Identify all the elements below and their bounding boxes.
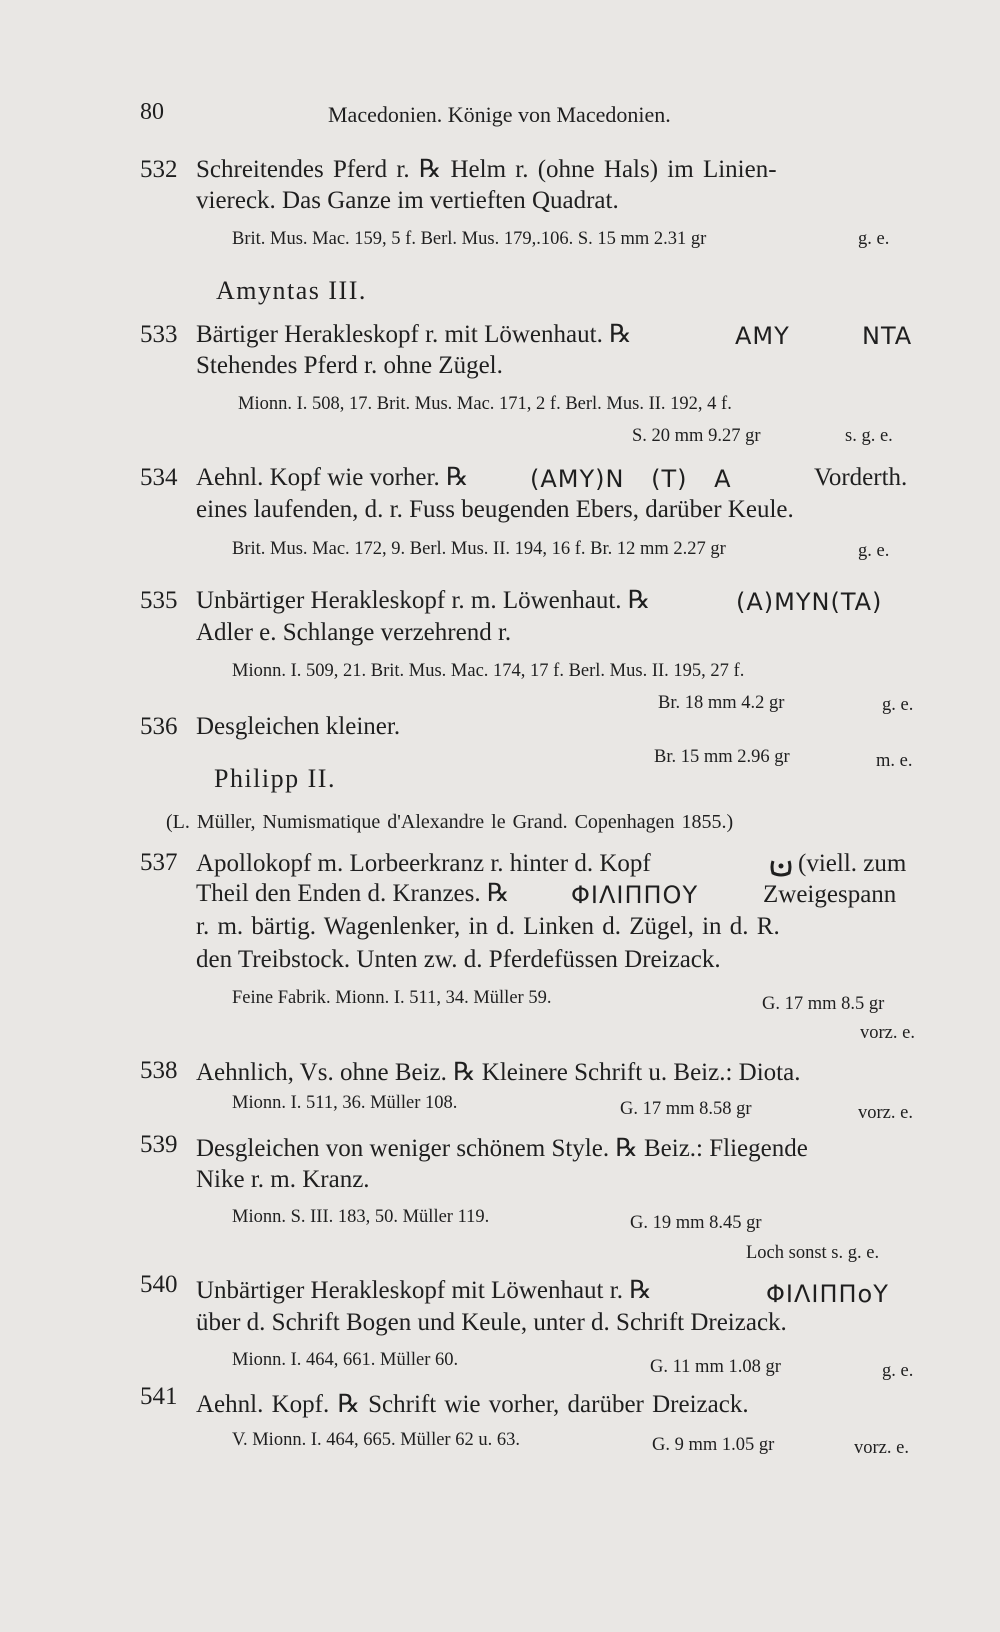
entry-539-line1: Desgleichen von weniger schönem Style. ℞ Beiz.: Fliegende bbox=[196, 1135, 808, 1162]
entry-number-533: 533 bbox=[140, 321, 178, 348]
ruler-heading-amyntas: Amyntas III. bbox=[216, 276, 367, 305]
entry-539-line2: Nike r. m. Kranz. bbox=[196, 1166, 370, 1193]
entry-535-measure: Br. 18 mm 4.2 gr bbox=[658, 693, 785, 713]
entry-538-line1: Aehnlich, Vs. ohne Beiz. ℞ Kleinere Schrift u. Beiz.: Diota. bbox=[196, 1059, 801, 1086]
page-number: 80 bbox=[140, 99, 164, 125]
legend-nta: NTA bbox=[862, 322, 913, 350]
entry-541-reference: V. Mionn. I. 464, 665. Müller 62 u. 63. bbox=[232, 1430, 520, 1450]
entry-533-line2: Stehendes Pferd r. ohne Zügel. bbox=[196, 352, 503, 379]
entry-537-line2: Theil den Enden d. Kranzes. ℞ bbox=[196, 880, 510, 907]
legend-amy: AMY bbox=[735, 322, 790, 350]
monogram-icon bbox=[770, 857, 792, 877]
entry-532-grade: g. e. bbox=[858, 229, 890, 249]
entry-539-measure: G. 19 mm 8.45 gr bbox=[630, 1213, 762, 1233]
entry-533-grade: s. g. e. bbox=[845, 426, 893, 446]
entry-537-line1-end: (viell. zum bbox=[798, 850, 907, 877]
entry-535-reference: Mionn. I. 509, 21. Brit. Mus. Mac. 174, 17 f. Berl. Mus. II. 195, 27 f. bbox=[232, 661, 745, 681]
entry-537-line1: Apollokopf m. Lorbeerkranz r. hinter d. Kopf bbox=[196, 850, 651, 877]
entry-533-measure: S. 20 mm 9.27 gr bbox=[632, 426, 761, 446]
entry-536-grade: m. e. bbox=[876, 751, 913, 771]
entry-537-grade: vorz. e. bbox=[860, 1023, 915, 1043]
entry-539-grade: Loch sonst s. g. e. bbox=[746, 1243, 880, 1263]
entry-537-line4: den Treibstock. Unten zw. d. Pferdefüssen Dreizack. bbox=[196, 946, 721, 973]
entry-536-measure: Br. 15 mm 2.96 gr bbox=[654, 747, 790, 767]
entry-540-grade: g. e. bbox=[882, 1361, 914, 1381]
entry-number-534: 534 bbox=[140, 464, 178, 491]
running-title: Macedonien. Könige von Macedonien. bbox=[328, 102, 671, 127]
entry-number-532: 532 bbox=[140, 156, 178, 183]
entry-534-grade: g. e. bbox=[858, 541, 890, 561]
entry-535-grade: g. e. bbox=[882, 695, 914, 715]
legend-philippou-2: ΦΙΛΙΠΠοΥ bbox=[766, 1280, 889, 1308]
entry-number-538: 538 bbox=[140, 1057, 178, 1084]
entry-532-line1: Schreitendes Pferd r. ℞ Helm r. (ohne Hals) im Linien- bbox=[196, 156, 777, 183]
entry-534-line1-end: Vorderth. bbox=[814, 464, 908, 491]
entry-540-line1: Unbärtiger Herakleskopf mit Löwenhaut r. ℞ bbox=[196, 1277, 652, 1304]
entry-540-line2: über d. Schrift Bogen und Keule, unter d. Schrift Dreizack. bbox=[196, 1309, 787, 1336]
entry-535-line1: Unbärtiger Herakleskopf r. m. Löwenhaut. ℞ bbox=[196, 587, 651, 614]
entry-532-line2: viereck. Das Ganze im vertieften Quadrat. bbox=[196, 187, 619, 214]
entry-537-reference: Feine Fabrik. Mionn. I. 511, 34. Müller 59. bbox=[232, 988, 552, 1008]
entry-538-grade: vorz. e. bbox=[858, 1103, 913, 1123]
entry-538-measure: G. 17 mm 8.58 gr bbox=[620, 1099, 752, 1119]
legend-amynta-2: (A)MYN(TA) bbox=[736, 588, 883, 616]
legend-philippou: ΦΙΛΙΠΠΟΥ bbox=[571, 881, 699, 909]
entry-532-reference: Brit. Mus. Mac. 159, 5 f. Berl. Mus. 179,.106. S. 15 mm 2.31 gr bbox=[232, 229, 707, 249]
ruler-heading-philipp: Philipp II. bbox=[214, 764, 336, 793]
legend-amynta: (AMY)N (T) A bbox=[530, 465, 732, 493]
entry-541-grade: vorz. e. bbox=[854, 1438, 909, 1458]
entry-534-line1: Aehnl. Kopf wie vorher. ℞ bbox=[196, 464, 469, 491]
entry-537-line2-end: Zweigespann bbox=[763, 881, 897, 908]
entry-number-536: 536 bbox=[140, 713, 178, 740]
entry-541-line1: Aehnl. Kopf. ℞ Schrift wie vorher, darüber Dreizack. bbox=[196, 1391, 749, 1418]
entry-538-reference: Mionn. I. 511, 36. Müller 108. bbox=[232, 1093, 458, 1113]
entry-533-reference: Mionn. I. 508, 17. Brit. Mus. Mac. 171, 2 f. Berl. Mus. II. 192, 4 f. bbox=[238, 394, 732, 414]
entry-539-reference: Mionn. S. III. 183, 50. Müller 119. bbox=[232, 1207, 490, 1227]
entry-534-reference: Brit. Mus. Mac. 172, 9. Berl. Mus. II. 194, 16 f. Br. 12 mm 2.27 gr bbox=[232, 539, 726, 559]
entry-540-reference: Mionn. I. 464, 661. Müller 60. bbox=[232, 1350, 459, 1370]
entry-536-line1: Desgleichen kleiner. bbox=[196, 713, 401, 740]
entry-number-535: 535 bbox=[140, 587, 178, 614]
entry-540-measure: G. 11 mm 1.08 gr bbox=[650, 1357, 781, 1377]
entry-541-measure: G. 9 mm 1.05 gr bbox=[652, 1435, 775, 1455]
entry-number-537: 537 bbox=[140, 849, 178, 876]
entry-534-line2: eines laufenden, d. r. Fuss beugenden Ebers, darüber Keule. bbox=[196, 496, 794, 523]
entry-537-line3: r. m. bärtig. Wagenlenker, in d. Linken d. Zügel, in d. R. bbox=[196, 913, 780, 940]
entry-533-line1: Bärtiger Herakleskopf r. mit Löwenhaut. ℞ bbox=[196, 321, 632, 348]
entry-number-541: 541 bbox=[140, 1383, 178, 1410]
entry-535-line2: Adler e. Schlange verzehrend r. bbox=[196, 619, 512, 646]
entry-number-540: 540 bbox=[140, 1271, 178, 1298]
literature-note: (L. Müller, Numismatique d'Alexandre le Grand. Copenhagen 1855.) bbox=[166, 811, 734, 833]
entry-number-539: 539 bbox=[140, 1131, 178, 1158]
entry-537-measure: G. 17 mm 8.5 gr bbox=[762, 994, 885, 1014]
